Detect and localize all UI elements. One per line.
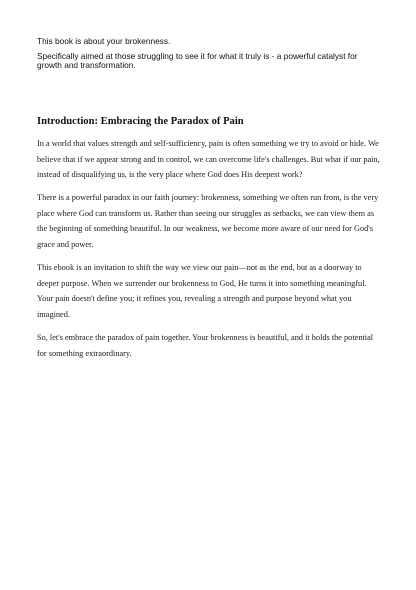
paragraph-1: In a world that values strength and self-sufficiency, pain is often something we try to avoid or hide. We believe that if we appear strong and in control, we can overcome life's challenges. But what if our pain, instead of disqualifying us, is the very place where God does His deepest work? [37, 139, 380, 180]
intro-block [37, 37, 382, 71]
paragraph-4: So, let's embrace the paradox of pain together. Your brokenness is beautiful, and it holds the potential for something extraordinary. [37, 333, 374, 358]
introduction-section [37, 115, 382, 369]
paragraph-2: There is a powerful paradox in our faith journey: brokenness, something we often run from, is the very place where God can transform us. Rather than seeing our struggles as setbacks, we can view them as the beginning of something beautiful. In our weakness, we become more aware of our need for God's grace and power. [37, 193, 379, 250]
paragraph-3: This ebook is an invitation to shift the way we view our pain—not as the end, but as a doorway to deeper purpose. When we surrender our brokenness to God, He turns it into something meaningful. Your pain doesn't define you; it refines you, revealing a strength and purpose beyond what you imagined. [37, 263, 367, 319]
section-heading: Introduction: Embracing the Paradox of Pain [37, 116, 244, 127]
intro-statement: This book is about your brokenness. [37, 36, 171, 46]
intro-description: Specifically aimed at those struggling to see it for what it truly is - a powerful catalyst for growth and transformation. [37, 50, 358, 71]
